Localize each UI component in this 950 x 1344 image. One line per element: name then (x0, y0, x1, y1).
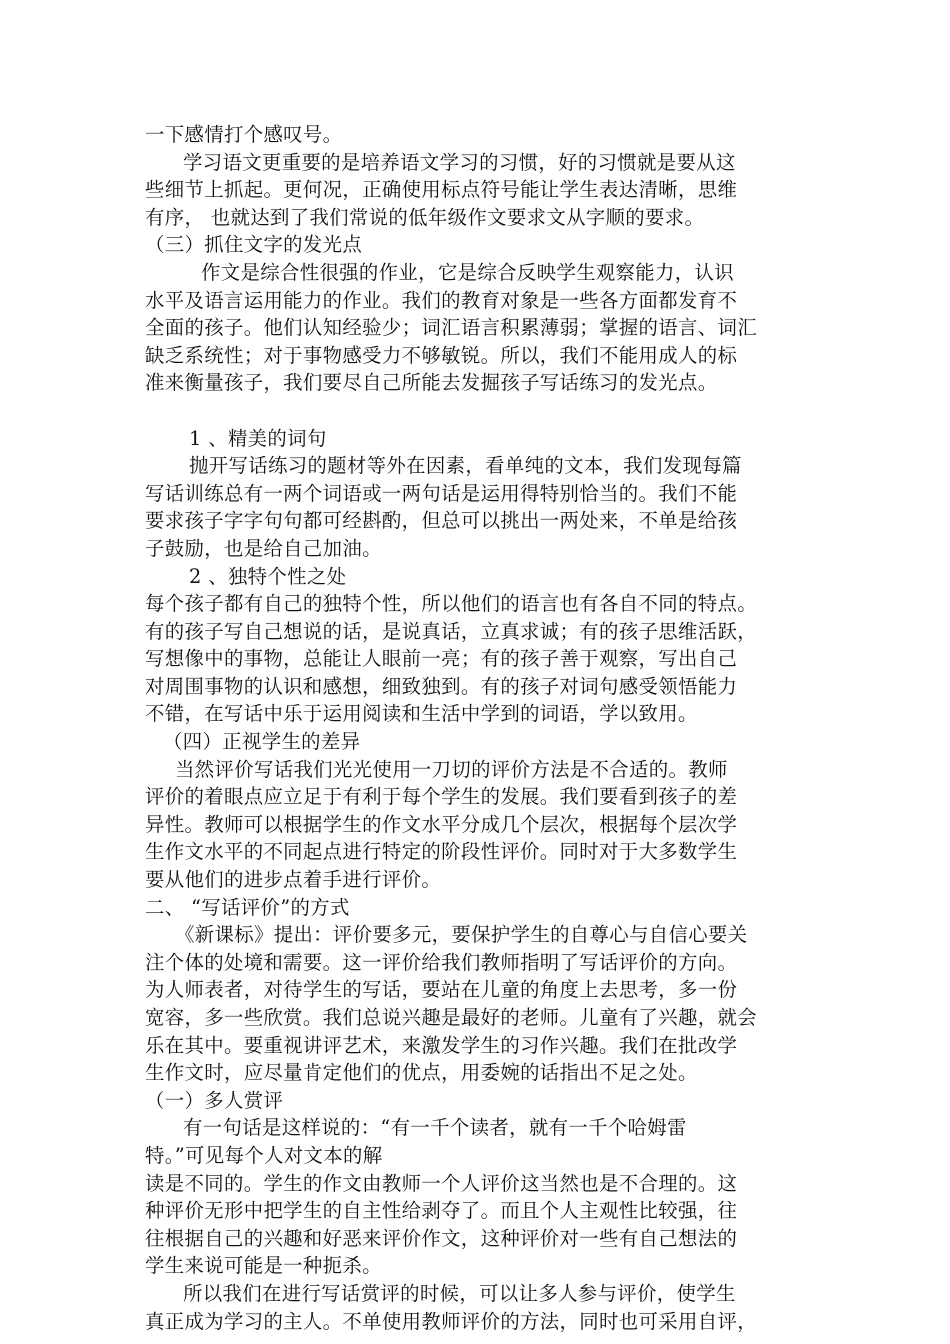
subsection-heading: 2 、独特个性之处 (189, 564, 347, 588)
paragraph-line: 对周围事物的认识和感想，细致独到。有的孩子对词句感受领悟能力 (145, 674, 738, 698)
section-heading: （四）正视学生的差异 (163, 730, 361, 754)
paragraph-line: 《新课标》提出：评价要多元，要保护学生的自尊心与自信心要关 (175, 923, 748, 947)
paragraph-line: 学生来说可能是一种扼杀。 (145, 1254, 382, 1278)
subsection-heading: 1 、精美的词句 (189, 426, 327, 450)
paragraph-line: 要求孩子字字句句都可经斟酌，但总可以挑出一两处来，不单是给孩 (145, 509, 738, 533)
paragraph-line: 作文是综合性很强的作业，它是综合反映学生观察能力，认识 (201, 260, 734, 284)
chapter-heading: 二、 “写话评价”的方式 (145, 895, 350, 919)
section-heading: （三）抓住文字的发光点 (145, 233, 363, 257)
paragraph-line: 评价的着眼点应立足于有利于每个学生的发展。我们要看到孩子的差 (145, 785, 738, 809)
paragraph-line: 抛开写话练习的题材等外在因素，看单纯的文本，我们发现每篇 (189, 454, 742, 478)
paragraph-line: 缺乏系统性；对于事物感受力不够敏锐。所以，我们不能用成人的标 (145, 343, 738, 367)
paragraph-line: 宽容，多一些欣赏。我们总说兴趣是最好的老师。儿童有了兴趣，就会 (145, 1006, 757, 1029)
paragraph-line: 学习语文更重要的是培养语文学习的习惯，好的习惯就是要从这 (183, 150, 736, 174)
paragraph-line: 准来衡量孩子，我们要尽自己所能去发掘孩子写话练习的发光点。 (145, 371, 718, 395)
paragraph-line: 当然评价写话我们光光使用一刀切的评价方法是不合适的。教师 (175, 757, 728, 781)
blank-line (145, 397, 820, 425)
paragraph-line: 所以我们在进行写话赏评的时候，可以让多人参与评价，使学生 (183, 1281, 736, 1305)
paragraph-line: 有序， 也就达到了我们常说的低年级作文要求文从字顺的要求。 (145, 205, 705, 229)
paragraph-line: 写想像中的事物，总能让人眼前一亮；有的孩子善于观察，写出自己 (145, 647, 738, 671)
paragraph-line: 有一句话是这样说的：“有一千个读者，就有一千个哈姆雷 (183, 1116, 687, 1140)
paragraph-line: 有的孩子写自己想说的话，是说真话，立真求诚；有的孩子思维活跃， (145, 619, 757, 643)
paragraph-line: 要从他们的进步点着手进行评价。 (145, 868, 442, 892)
paragraph-line: 生作文时，应尽量肯定他们的优点，用委婉的话指出不足之处。 (145, 1061, 698, 1085)
paragraph-line: 特。”可见每个人对文本的解 (145, 1143, 383, 1167)
body-text (145, 121, 820, 1335)
paragraph-line: 一下感情打个感叹号。 (145, 123, 343, 146)
paragraph-line: 为人师表者，对待学生的写话，要站在儿童的角度上去思考，多一份 (145, 978, 738, 1002)
paragraph-line: 生作文水平的不同起点进行特定的阶段性评价。同时对于大多数学生 (145, 840, 738, 864)
paragraph-line: 不错，在写话中乐于运用阅读和生活中学到的词语，学以致用。 (145, 702, 698, 726)
paragraph-line: 往根据自己的兴趣和好恶来评价作文，这种评价对一些有自己想法的 (145, 1226, 738, 1250)
paragraph-line: 异性。教师可以根据学生的作文水平分成几个层次，根据每个层次学 (145, 812, 738, 836)
paragraph-line: 每个孩子都有自己的独特个性，所以他们的语言也有各自不同的特点。 (145, 592, 757, 616)
paragraph-line: 读是不同的。学生的作文由教师一个人评价这当然也是不合理的。这 (145, 1171, 738, 1195)
paragraph-line: 写话训练总有一两个词语或一两句话是运用得特别恰当的。我们不能 (145, 481, 738, 505)
paragraph-line: 子鼓励，也是给自己加油。 (145, 536, 382, 560)
paragraph-line: 真正成为学习的主人。不单使用教师评价的方法，同时也可采用自评， (145, 1309, 757, 1333)
paragraph-line: 些细节上抓起。更何况，正确使用标点符号能让学生表达清晰，思维 (145, 178, 738, 202)
paragraph-line: 种评价无形中把学生的自主性给剥夺了。而且个人主观性比较强，往 (145, 1199, 738, 1223)
paragraph-line: 注个体的处境和需要。这一评价给我们教师指明了写话评价的方向。 (145, 950, 738, 974)
paragraph-line: 水平及语言运用能力的作业。我们的教育对象是一些各方面都发育不 (145, 288, 738, 312)
paragraph-line: 乐在其中。要重视讲评艺术，来激发学生的习作兴趣。我们在批改学 (145, 1033, 738, 1057)
paragraph-line: 全面的孩子。他们认知经验少；词汇语言积累薄弱；掌握的语言、词汇 (145, 316, 757, 340)
section-heading: （一）多人赏评 (145, 1088, 284, 1112)
